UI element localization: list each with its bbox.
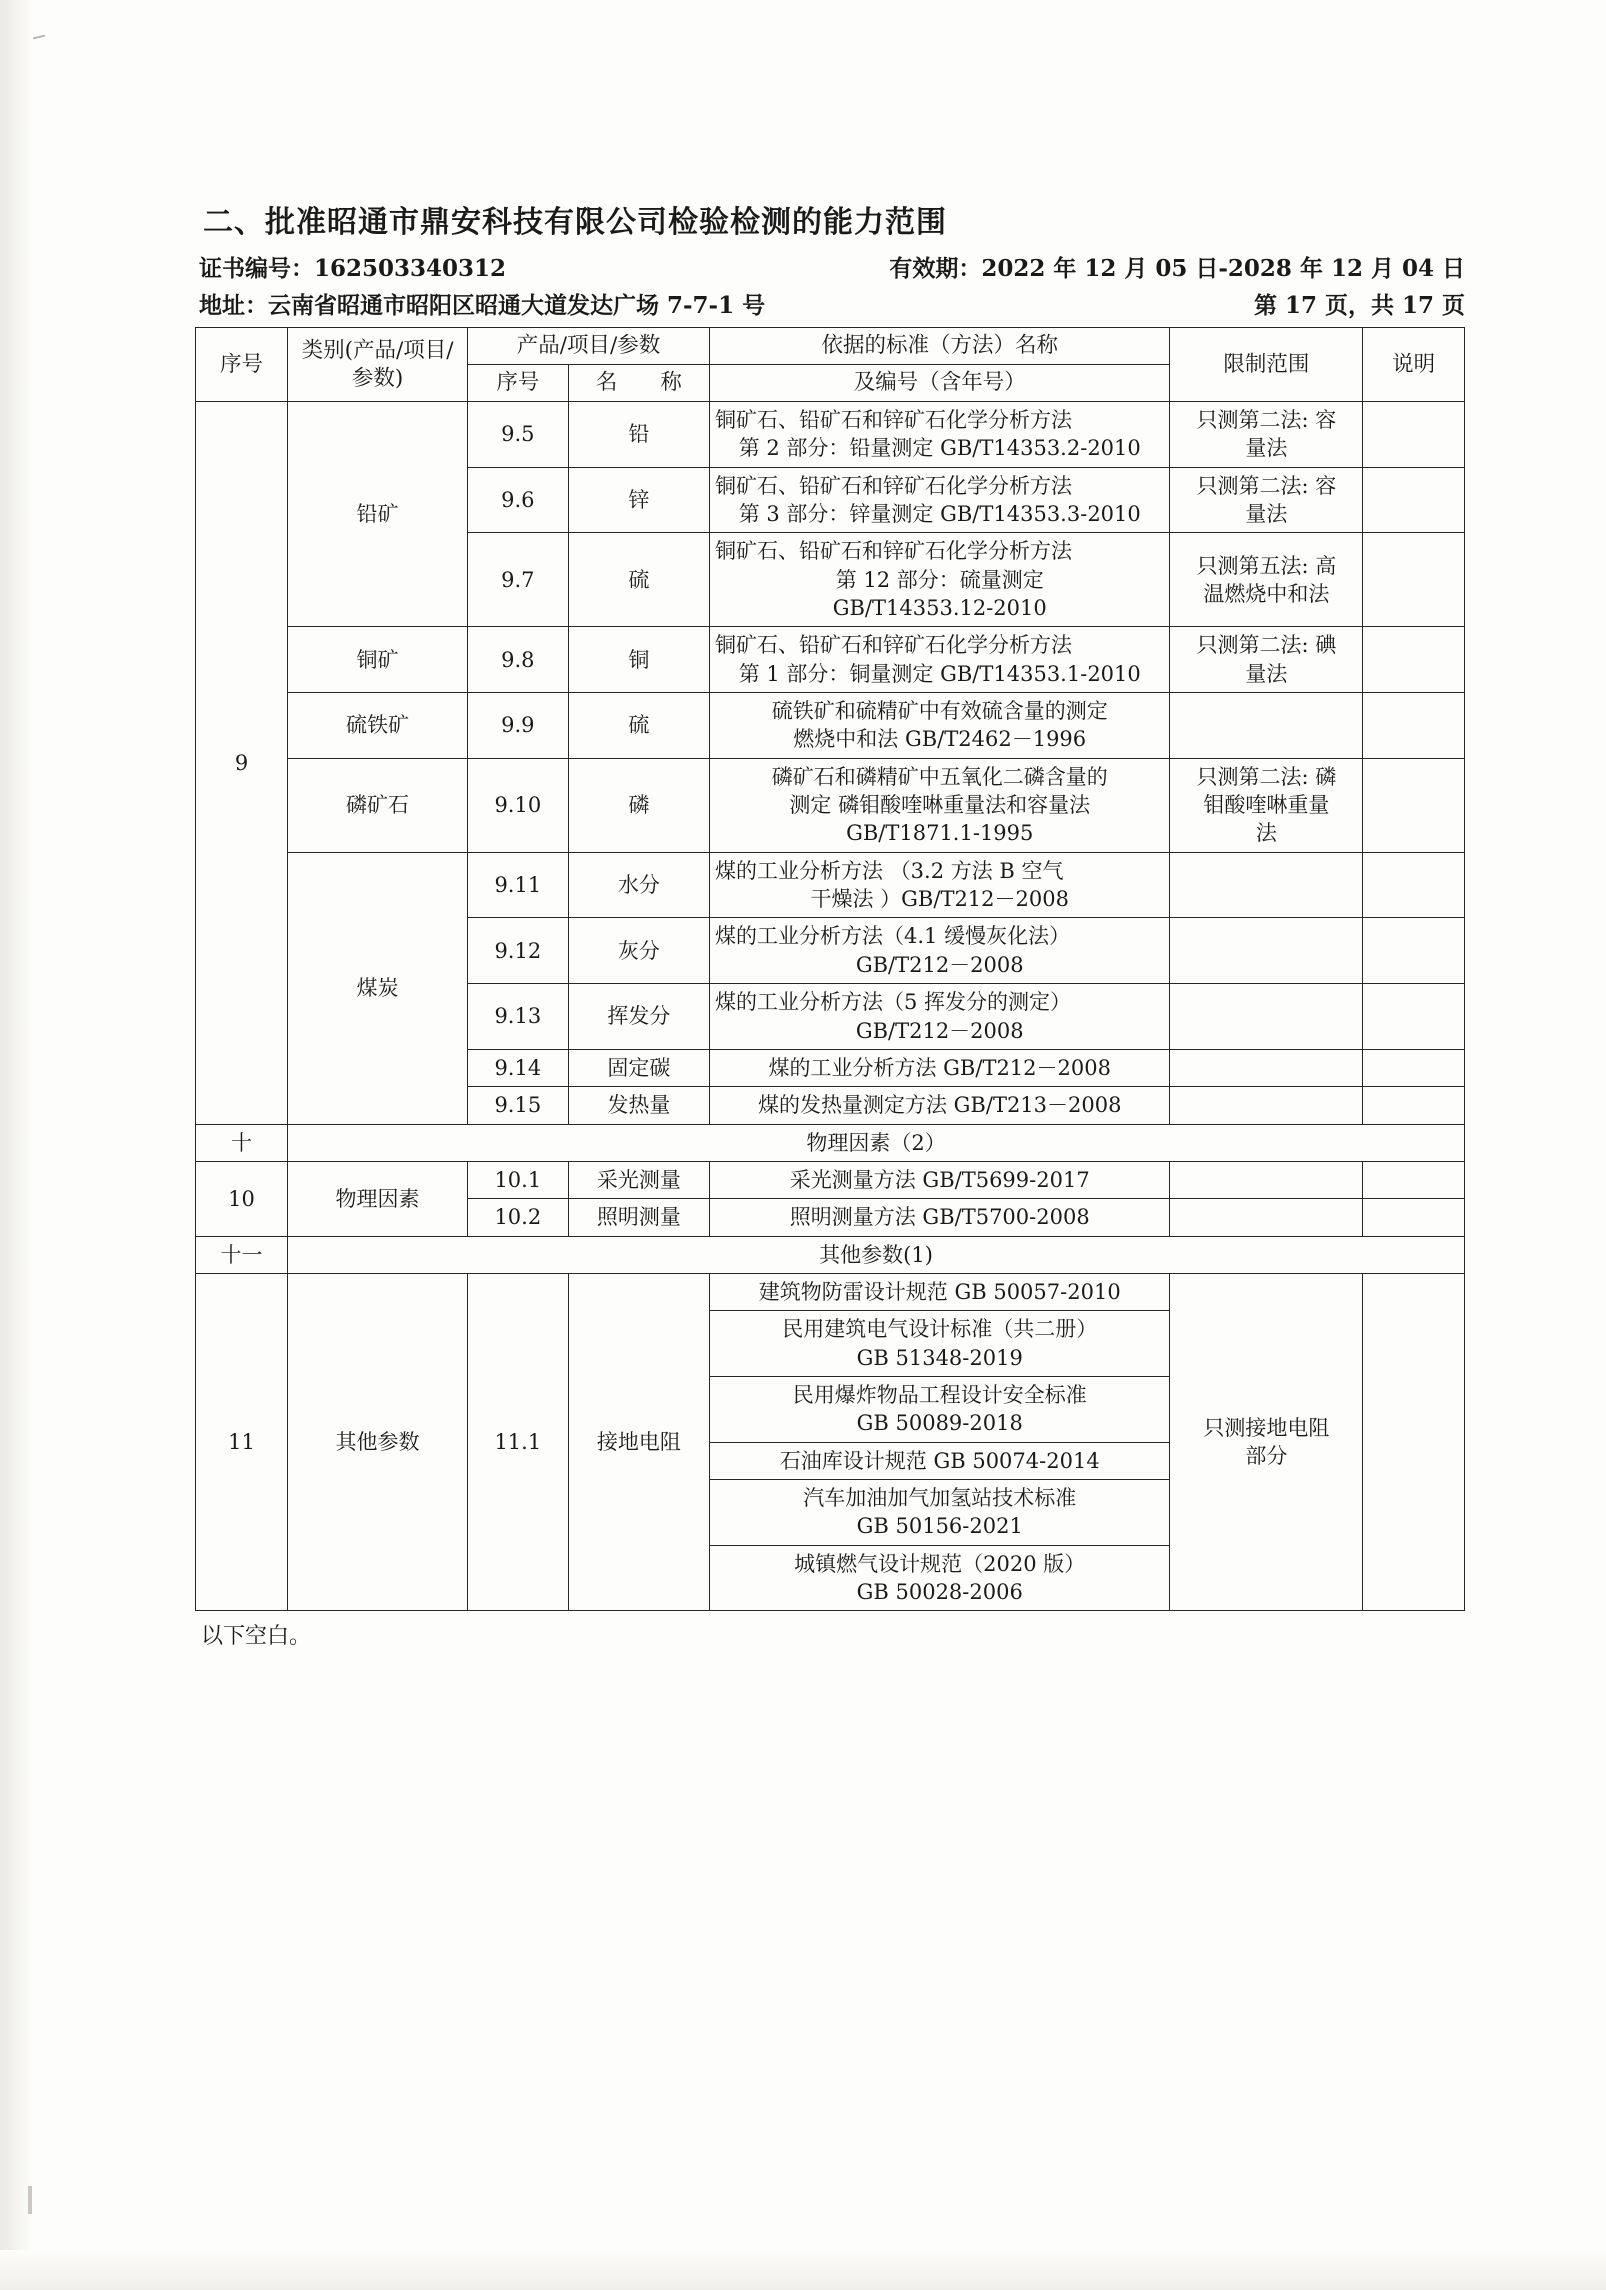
standard-line: 建筑物防雷设计规范 GB 50057-2010: [758, 1279, 1121, 1304]
cell-limit: [1170, 918, 1363, 984]
table-row: [196, 693, 1465, 759]
section-label: 十: [196, 1124, 288, 1161]
cell-limit: [1170, 758, 1363, 852]
scan-edge-left: [0, 0, 34, 2290]
standard-line: 铜矿石、铅矿石和锌矿石化学分析方法: [715, 633, 1072, 658]
standard-line: GB/T212－2008: [855, 1018, 1024, 1043]
table-row: [196, 1161, 1465, 1198]
cell-product-name: 磷: [568, 758, 709, 852]
cell-standard: [710, 1161, 1170, 1198]
standard-line: GB/T212－2008: [855, 952, 1024, 977]
section-row-other: [196, 1236, 1465, 1273]
cell-category: 磷矿石: [288, 758, 468, 852]
cell-note: [1363, 1199, 1465, 1236]
certificate-number: 证书编号：162503340312: [199, 255, 507, 282]
standard-line: 磷矿石和磷精矿中五氧化二磷含量的: [771, 764, 1108, 789]
cell-limit: [1170, 1161, 1363, 1198]
cell-product-seq: 9.13: [468, 984, 569, 1050]
cell-note: [1363, 918, 1465, 984]
table-header-row: [196, 328, 1465, 365]
capability-table: [195, 327, 1465, 1611]
cell-standard: [710, 852, 1170, 918]
cell-standard: [710, 533, 1170, 627]
standard-line: 煤的发热量测定方法 GB/T213－2008: [757, 1093, 1122, 1118]
cell-note: [1363, 467, 1465, 533]
standard-line: 煤的工业分析方法（5 挥发分的测定）: [715, 990, 1072, 1015]
limit-line: 钼酸喹啉重量: [1203, 793, 1330, 818]
cell-product-seq: 9.5: [468, 401, 569, 467]
standard-line: 第 3 部分：锌量测定 GB/T14353.3-2010: [738, 502, 1141, 526]
cell-product-name: 硫: [568, 533, 709, 627]
cell-product-name: 灰分: [568, 918, 709, 984]
limit-line: 量法: [1245, 502, 1288, 526]
standard-line: 采光测量方法 GB/T5699-2017: [789, 1167, 1090, 1192]
header-seq: 序号: [196, 328, 288, 402]
cell-standard: [710, 693, 1170, 759]
cell-product-seq: 9.7: [468, 533, 569, 627]
cell-product-seq: 10.1: [468, 1161, 569, 1198]
cell-product-seq: 9.11: [468, 852, 569, 918]
limit-line: 只测第五法: 高: [1196, 553, 1337, 578]
cell-product-seq: 9.8: [468, 627, 569, 693]
cell-seq: 11: [196, 1273, 288, 1610]
standard-line: 干燥法 ）GB/T212－2008: [810, 887, 1069, 912]
limit-line: 只测接地电阻: [1203, 1415, 1330, 1440]
cell-product-name: 硫: [568, 693, 709, 759]
cell-limit: [1170, 627, 1363, 693]
standard-line: 汽车加油加气加氢站技术标准: [803, 1485, 1077, 1510]
limit-line: 量法: [1245, 661, 1288, 686]
standard-line: 石油库设计规范 GB 50074-2014: [779, 1448, 1100, 1473]
cell-category: 煤炭: [288, 852, 468, 1124]
cell-category: 铅矿: [288, 401, 468, 626]
cell-limit: [1170, 1273, 1363, 1610]
validity-period: 有效期：2022 年 12 月 05 日-2028 年 12 月 04 日: [889, 255, 1465, 282]
cell-product-name: 铅: [568, 401, 709, 467]
cell-product-seq: 9.15: [468, 1087, 569, 1124]
cell-note: [1363, 533, 1465, 627]
section-label: 十一: [196, 1236, 288, 1273]
standard-line: 煤的工业分析方法 （3.2 方法 B 空气: [715, 858, 1064, 883]
certificate-line: [195, 253, 1465, 284]
standard-line: 煤的工业分析方法（4.1 缓慢灰化法）: [715, 924, 1071, 949]
standard-line: 民用爆炸物品工程设计安全标准: [792, 1382, 1087, 1407]
standard-line: 铜矿石、铅矿石和锌矿石化学分析方法: [715, 539, 1072, 564]
standard-line: 铜矿石、铅矿石和锌矿石化学分析方法: [715, 473, 1072, 498]
table-row: [196, 758, 1465, 852]
table-body: [196, 401, 1465, 1610]
table-row: [196, 1273, 1465, 1310]
cell-seq: 9: [196, 401, 288, 1124]
header-standard-line1: 依据的标准（方法）名称: [710, 328, 1170, 365]
limit-line: 部分: [1245, 1444, 1288, 1469]
cell-product-seq: 9.12: [468, 918, 569, 984]
cell-limit: [1170, 401, 1363, 467]
cell-product-name: 挥发分: [568, 984, 709, 1050]
cell-note: [1363, 693, 1465, 759]
cell-note: [1363, 1273, 1465, 1610]
cell-limit: [1170, 1199, 1363, 1236]
document-content: [195, 205, 1465, 1650]
standard-line: 测定 磷钼酸喹啉重量法和容量法: [789, 793, 1091, 818]
standard-line: GB/T1871.1-1995: [846, 821, 1034, 846]
cell-note: [1363, 852, 1465, 918]
limit-line: 法: [1255, 821, 1277, 846]
limit-line: 温燃烧中和法: [1203, 581, 1330, 606]
address-line: [195, 290, 1465, 321]
table-row: [196, 401, 1465, 467]
limit-line: 量法: [1245, 436, 1288, 461]
cell-product-name: 固定碳: [568, 1049, 709, 1086]
header-standard-line2: 及编号（含年号）: [710, 365, 1170, 402]
cell-note: [1363, 1049, 1465, 1086]
cell-standard: [710, 1087, 1170, 1124]
cell-standard: [710, 918, 1170, 984]
cell-note: [1363, 401, 1465, 467]
cell-product-name: 采光测量: [568, 1161, 709, 1198]
standard-line: GB 50089-2018: [856, 1411, 1023, 1436]
cell-standard: [710, 1376, 1170, 1442]
standard-line: 照明测量方法 GB/T5700-2008: [789, 1205, 1090, 1230]
cell-product-seq: 10.2: [468, 1199, 569, 1236]
cell-note: [1363, 758, 1465, 852]
section-row-physical: [196, 1124, 1465, 1161]
cell-product-seq: 9.10: [468, 758, 569, 852]
limit-line: 只测第二法: 容: [1196, 407, 1337, 432]
limit-line: 只测第二法: 磷: [1196, 764, 1337, 789]
cell-standard: [710, 1273, 1170, 1310]
cell-note: [1363, 1087, 1465, 1124]
standard-line: 硫铁矿和硫精矿中有效硫含量的测定: [771, 699, 1108, 724]
limit-line: 只测第二法: 容: [1196, 473, 1337, 498]
header-product-group: 产品/项目/参数: [468, 328, 710, 365]
cell-product-name: 水分: [568, 852, 709, 918]
cell-product-name: 铜: [568, 627, 709, 693]
cell-standard: [710, 1479, 1170, 1545]
cell-product-seq: 9.9: [468, 693, 569, 759]
cell-limit: [1170, 1049, 1363, 1086]
cell-category: 物理因素: [288, 1161, 468, 1236]
section-title: 物理因素（2）: [288, 1124, 1465, 1161]
cell-standard: [710, 401, 1170, 467]
limit-line: 只测第二法: 碘: [1196, 633, 1337, 658]
table-row: [196, 852, 1465, 918]
cell-limit: [1170, 693, 1363, 759]
cell-product-name: 发热量: [568, 1087, 709, 1124]
header-limit: 限制范围: [1170, 328, 1363, 402]
footer-note: 以下空白。: [201, 1624, 312, 1650]
page-title: 二、批准昭通市鼎安科技有限公司检验检测的能力范围: [203, 205, 947, 240]
cell-product-seq: 11.1: [468, 1273, 569, 1610]
standard-line: 第 1 部分：铜量测定 GB/T14353.1-2010: [738, 661, 1141, 686]
standard-line: GB 50028-2006: [856, 1580, 1023, 1604]
standard-line: GB/T14353.12-2010: [832, 596, 1047, 621]
cell-limit: [1170, 1087, 1363, 1124]
cell-standard: [710, 627, 1170, 693]
table-row: [196, 627, 1465, 693]
header-note: 说明: [1363, 328, 1465, 402]
cell-limit: [1170, 984, 1363, 1050]
standard-line: 铜矿石、铅矿石和锌矿石化学分析方法: [715, 407, 1072, 432]
cell-limit: [1170, 852, 1363, 918]
header-product-name: 名 称: [568, 365, 709, 402]
cell-product-name: 锌: [568, 467, 709, 533]
section-title: 其他参数(1): [288, 1236, 1465, 1273]
standard-line: 城镇燃气设计规范（2020 版）: [794, 1551, 1086, 1576]
cell-category: 硫铁矿: [288, 693, 468, 759]
cell-standard: [710, 1442, 1170, 1479]
standard-line: GB 51348-2019: [856, 1345, 1023, 1370]
standard-line: 第 2 部分：铅量测定 GB/T14353.2-2010: [738, 436, 1141, 461]
cell-note: [1363, 627, 1465, 693]
cell-standard: [710, 758, 1170, 852]
header-category: 类别(产品/项目/参数): [288, 328, 468, 402]
address-text: 地址：云南省昭通市昭阳区昭通大道发达广场 7-7-1 号: [199, 292, 766, 320]
standard-line: GB 50156-2021: [856, 1514, 1023, 1539]
cell-note: [1363, 1161, 1465, 1198]
cell-standard: [710, 1199, 1170, 1236]
standard-line: 民用建筑电气设计标准（共二册）: [782, 1317, 1098, 1342]
cell-category: 其他参数: [288, 1273, 468, 1610]
cell-product-seq: 9.14: [468, 1049, 569, 1086]
cell-limit: [1170, 533, 1363, 627]
cell-product-name: 照明测量: [568, 1199, 709, 1236]
cell-standard: [710, 1049, 1170, 1086]
cell-standard: [710, 1545, 1170, 1611]
header-product-seq: 序号: [468, 365, 569, 402]
scan-mark-top-left: [33, 35, 45, 40]
standard-line: 第 12 部分：硫量测定: [835, 567, 1044, 592]
cell-seq: 10: [196, 1161, 288, 1236]
scan-mark-bottom-left: [28, 2186, 32, 2214]
cell-product-name: 接地电阻: [568, 1273, 709, 1610]
standard-line: 燃烧中和法 GB/T2462－1996: [793, 727, 1087, 752]
scan-edge-bottom: [0, 2250, 1606, 2290]
cell-standard: [710, 1311, 1170, 1377]
cell-limit: [1170, 467, 1363, 533]
cell-category: 铜矿: [288, 627, 468, 693]
cell-product-seq: 9.6: [468, 467, 569, 533]
cell-note: [1363, 984, 1465, 1050]
cell-standard: [710, 984, 1170, 1050]
standard-line: 煤的工业分析方法 GB/T212－2008: [768, 1055, 1111, 1080]
cell-standard: [710, 467, 1170, 533]
page-number: 第 17 页，共 17 页: [1253, 292, 1465, 320]
